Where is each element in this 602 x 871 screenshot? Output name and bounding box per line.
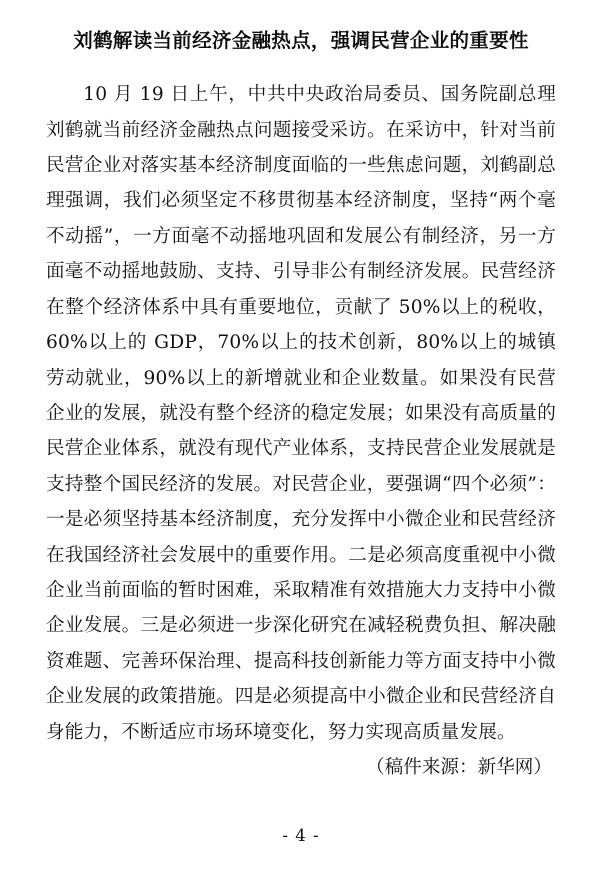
body-paragraph: 10 月 19 日上午，中共中央政治局委员、国务院副总理刘鹤就当前经济金融热点问题接受采访。在采访中，针对当前民营企业对落实基本经济制度面临的一些焦虑问题，刘鹤副总理强调，我们必须坚定不移贯彻基本经济制度，坚持“两个毫不动摇”，一方面毫不动摇地巩固和发展公有制经济，另一方面毫不动摇地鼓励、支持、引导非公有制经济发展。民营经济在整个经济体系中具有重要地位，贡献了 50%以上的税收，60%以上的 GDP，70%以上的技术创新，80%以上的城镇劳动就业，90%以上的新增就业和企业数量。如果没有民营企业的发展，就没有整个经济的稳定发展；如果没有高质量的民营企业体系，就没有现代产业体系，支持民营企业发展就是支持整个国民经济的发展。对民营企业，要强调“四个必须”：一是必须坚持基本经济制度，充分发挥中小微企业和民营经济在我国经济社会发展中的重要作用。二是必须高度重视中小微企业当前面临的暂时困难，采取精准有效措施大力支持中小微企业发展。三是必须进一步深化研究在减轻税费负担、解决融资难题、完善环保治理、提高科技创新能力等方面支持中小微企业发展的政策措施。四是必须提高中小微企业和民营经济自身能力，不断适应市场环境变化，努力实现高质量发展。 [46, 84, 556, 743]
page-title: 刘鹤解读当前经济金融热点，强调民营企业的重要性 [73, 29, 529, 52]
document-body [46, 77, 556, 785]
page-number: - 4 - [282, 826, 320, 845]
source-attribution: （稿件来源：新华网） [366, 756, 552, 778]
